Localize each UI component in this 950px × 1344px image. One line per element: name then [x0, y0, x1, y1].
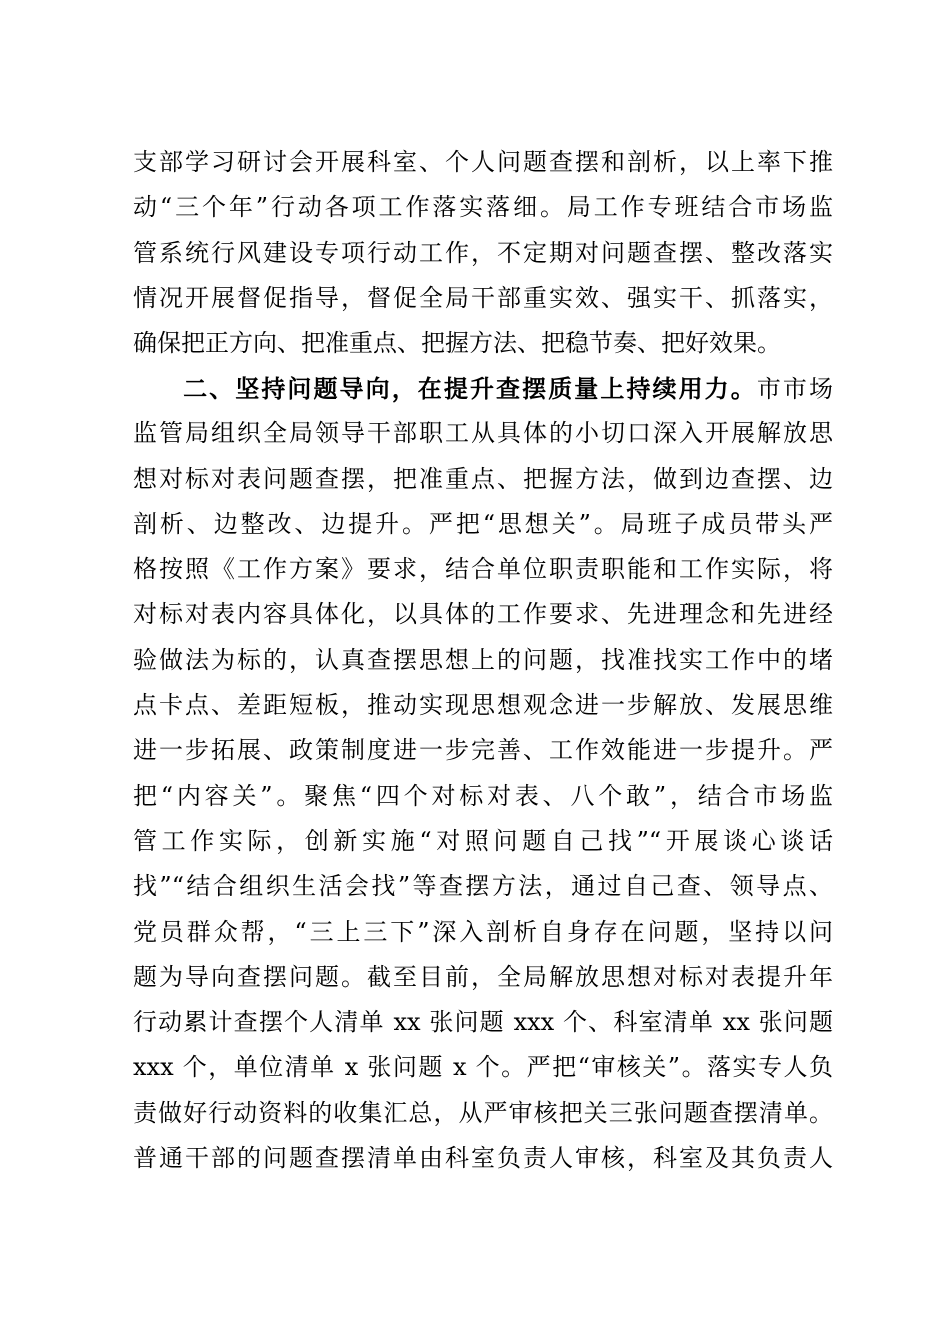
paragraph-2-line: 剖析、边整改、边提升。严把“思想关”。局班子成员带头严 — [133, 509, 833, 538]
paragraph-2-line: 点卡点、差距短板，推动实现思想观念进一步解放、发展思维 — [133, 691, 833, 720]
paragraph-1-line: 动“三个年”行动各项工作落实落细。局工作专班结合市场监 — [133, 193, 833, 222]
paragraph-2-line: 格按照《工作方案》要求，结合单位职责职能和工作实际，将 — [133, 555, 833, 584]
paragraph-2-line: 题为导向查摆问题。截至目前，全局解放思想对标对表提升年 — [133, 962, 833, 991]
paragraph-2 — [133, 366, 833, 1181]
paragraph-2-line: 监管局组织全局领导干部职工从具体的小切口深入开展解放思 — [133, 419, 833, 448]
section-heading: 二、坚持问题导向，在提升查摆质量上持续用力。 — [181, 374, 757, 403]
paragraph-2-first-line — [133, 366, 833, 411]
paragraph-2-line: 找”“结合组织生活会找”等查摆方法，通过自己查、领导点、 — [133, 872, 833, 901]
paragraph-2-line: 行动累计查摆个人清单 xx 张问题 xxx 个、科室清单 xx 张问题 — [133, 1008, 833, 1037]
paragraph-1 — [133, 140, 833, 366]
paragraph-2-line: 普通干部的问题查摆清单由科室负责人审核，科室及其负责人 — [133, 1144, 833, 1173]
paragraph-1-line: 情况开展督促指导，督促全局干部重实效、强实干、抓落实， — [133, 283, 833, 312]
paragraph-2-line: 验做法为标的，认真查摆思想上的问题，找准找实工作中的堵 — [133, 645, 833, 674]
paragraph-2-line: 对标对表内容具体化，以具体的工作要求、先进理念和先进经 — [133, 600, 833, 629]
paragraph-2-line: 责做好行动资料的收集汇总，从严审核把关三张问题查摆清单。 — [133, 1098, 833, 1127]
paragraph-2-line: xxx 个，单位清单 x 张问题 x 个。严把“审核关”。落实专人负 — [133, 1053, 833, 1082]
paragraph-1-line: 管系统行风建设专项行动工作，不定期对问题查摆、整改落实 — [133, 238, 833, 267]
paragraph-1-line: 支部学习研讨会开展科室、个人问题查摆和剖析，以上率下推 — [133, 148, 833, 176]
paragraph-2-first-line-text: 市市场 — [756, 375, 834, 403]
paragraph-2-line: 管工作实际，创新实施“对照问题自己找”“开展谈心谈话 — [133, 826, 833, 855]
paragraph-2-line: 党员群众帮，“三上三下”深入剖析自身存在问题，坚持以问 — [133, 917, 833, 946]
paragraph-1-line: 确保把正方向、把准重点、把握方法、把稳节奏、把好效果。 — [133, 329, 781, 358]
paragraph-2-line: 想对标对表问题查摆，把准重点、把握方法，做到边查摆、边 — [133, 464, 833, 493]
paragraph-2-line: 进一步拓展、政策制度进一步完善、工作效能进一步提升。严 — [133, 736, 833, 765]
paragraph-2-line: 把“内容关”。聚焦“四个对标对表、八个敢”，结合市场监 — [133, 781, 833, 810]
